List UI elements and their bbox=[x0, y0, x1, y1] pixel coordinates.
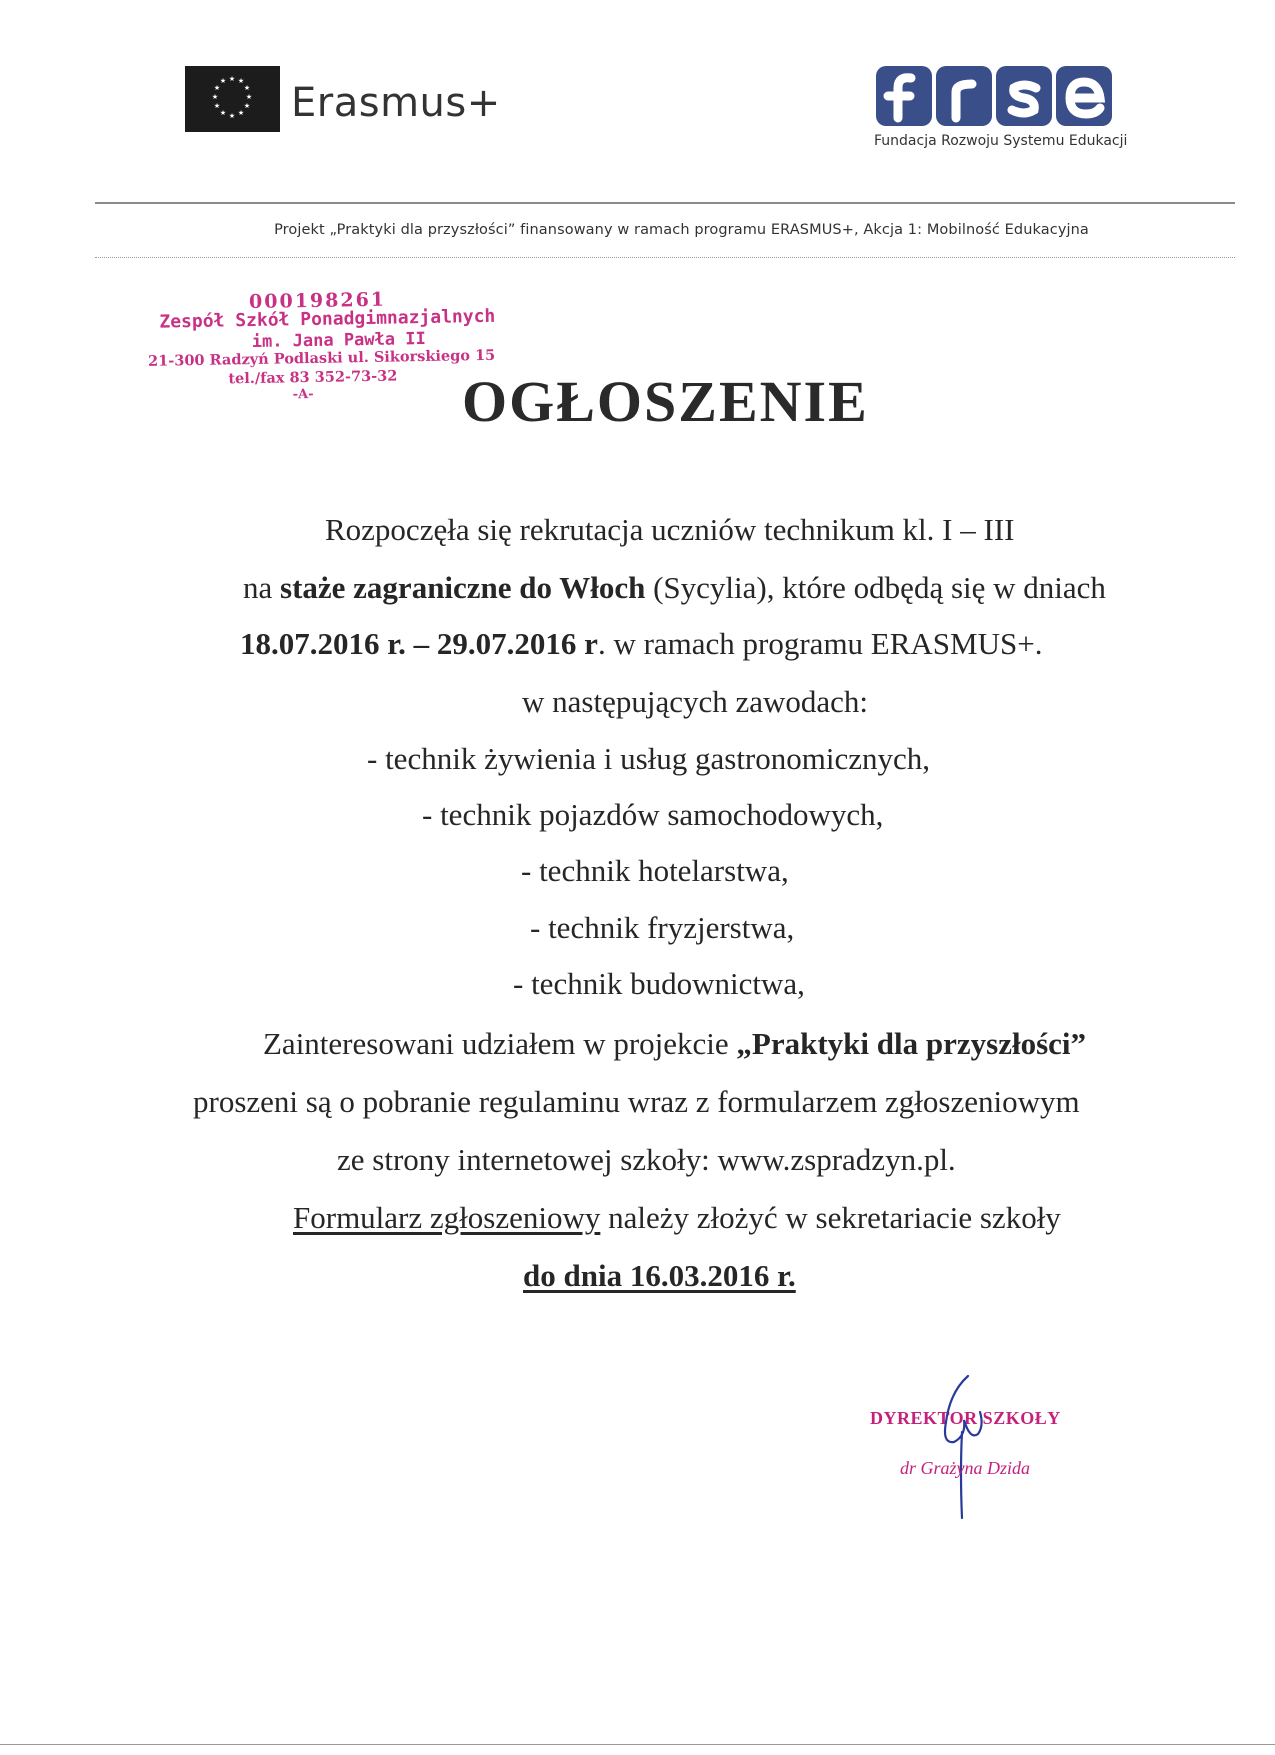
deadline-date: do dnia 16.03.2016 r. bbox=[523, 1258, 796, 1293]
stamp-address: 21-300 Radzyń Podlaski ul. Sikorskiego 15 bbox=[147, 346, 496, 370]
submission-line bbox=[293, 1200, 1061, 1236]
svg-text:★: ★ bbox=[237, 109, 245, 117]
project-name: „Praktyki dla przyszłości” bbox=[736, 1026, 1087, 1061]
svg-text:★: ★ bbox=[245, 93, 253, 101]
svg-text:★: ★ bbox=[219, 77, 227, 85]
project-info-text: Projekt „Praktyki dla przyszłości” finansowany w ramach programu ERASMUS+, Akcja 1: Mobilność Edukacyjna bbox=[274, 222, 1089, 238]
header-divider-top bbox=[95, 202, 1235, 204]
eu-flag-icon bbox=[185, 66, 280, 132]
stamp-school-name: Zespół Szkół Ponadgimnazjalnych bbox=[159, 305, 496, 333]
internship-line bbox=[243, 570, 1106, 606]
svg-text:★: ★ bbox=[243, 102, 251, 110]
stamp-phone: tel./fax 83 352-73-32 bbox=[228, 367, 398, 388]
svg-text:★: ★ bbox=[213, 84, 221, 92]
page-title: OGŁOSZENIE bbox=[462, 369, 869, 434]
frse-letters-icon bbox=[876, 66, 1116, 126]
profession-item: - technik budownictwa, bbox=[513, 966, 805, 1001]
svg-text:★: ★ bbox=[243, 84, 251, 92]
profession-item: - technik hotelarstwa, bbox=[521, 853, 789, 888]
erasmus-logo-text: Erasmus+ bbox=[291, 80, 501, 126]
website-line: ze strony internetowej szkoły: www.zspradzyn.pl. bbox=[337, 1142, 956, 1177]
erasmus-logo bbox=[185, 66, 527, 132]
interest-line-pre: Zainteresowani udziałem w projekcie bbox=[263, 1026, 737, 1061]
professions-intro: w następujących zawodach: bbox=[522, 684, 869, 719]
application-form-label: Formularz zgłoszeniowy bbox=[293, 1200, 601, 1235]
internship-destination: staże zagraniczne do Włoch bbox=[280, 570, 646, 605]
internship-line-post: (Sycylia), które odbędą się w dniach bbox=[645, 570, 1106, 605]
stamp-patron: im. Jana Pawła II bbox=[251, 328, 426, 353]
internship-dates: 18.07.2016 r. – 29.07.2016 r bbox=[240, 626, 598, 661]
svg-text:★: ★ bbox=[228, 75, 236, 83]
signature-title: DYREKTOR SZKOŁY bbox=[870, 1408, 1061, 1428]
recruitment-line: Rozpoczęła się rekrutacja uczniów technikum kl. I – III bbox=[325, 512, 1015, 547]
download-line: proszeni są o pobranie regulaminu wraz z formularzem zgłoszeniowym bbox=[193, 1084, 1080, 1119]
deadline-line bbox=[523, 1258, 796, 1294]
school-stamp bbox=[139, 287, 496, 423]
svg-text:★: ★ bbox=[237, 77, 245, 85]
svg-text:★: ★ bbox=[213, 102, 221, 110]
stamp-number: 000198261 bbox=[248, 288, 387, 314]
frse-subtitle: Fundacja Rozwoju Systemu Edukacji bbox=[874, 133, 1128, 149]
handwritten-signature bbox=[920, 1372, 1000, 1522]
profession-item: - technik fryzjerstwa, bbox=[530, 910, 795, 945]
interest-line bbox=[263, 1026, 1086, 1062]
dates-line-post: . w ramach programu ERASMUS+. bbox=[597, 626, 1043, 661]
page-bottom-rule bbox=[0, 1744, 1275, 1745]
profession-item: - technik żywienia i usług gastronomicznych, bbox=[367, 741, 931, 776]
frse-logo bbox=[872, 66, 1132, 158]
header-divider-bottom bbox=[95, 257, 1235, 258]
project-info bbox=[0, 222, 1275, 238]
dates-line bbox=[240, 626, 1042, 662]
signature-name: dr Grażyna Dzida bbox=[900, 1458, 1031, 1478]
svg-text:★: ★ bbox=[211, 93, 219, 101]
internship-line-pre: na bbox=[243, 570, 281, 605]
submission-line-post: należy złożyć w sekretariacie szkoły bbox=[600, 1200, 1061, 1235]
svg-text:★: ★ bbox=[228, 112, 236, 120]
profession-item: - technik pojazdów samochodowych, bbox=[422, 797, 884, 832]
svg-text:★: ★ bbox=[219, 109, 227, 117]
stamp-mark: -A- bbox=[292, 386, 314, 403]
